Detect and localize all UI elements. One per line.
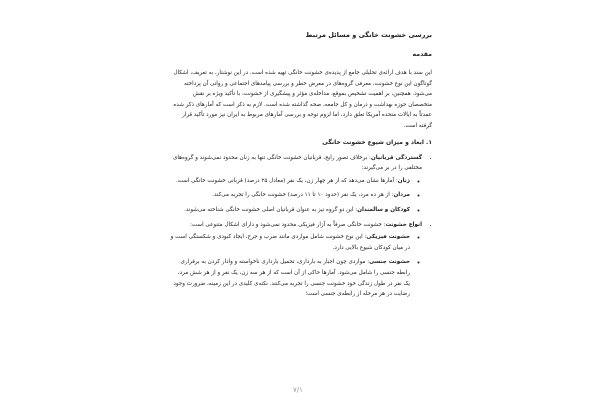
document-title: بررسی خشونت خانگی و مسائل مرتبط [305,31,432,39]
sub-text: : این نوع خشونت شامل مواردی مانند ضرب و جرح، ایجاد کبودی و شکستگی است و در میان کودکان شیوع بالایی دارد. [170,234,410,251]
sublist-item-children-elderly [170,205,410,216]
sub-label: زنان [397,177,410,184]
sublist-item-men [170,190,410,201]
item-text: : خشونت خانگی صرفاً به آزار فیزیکی محدود نمی‌شود و دارای اشکال متنوعی است: [190,221,386,228]
item-text: : برخلاف تصور رایج، قربانیان خشونت خانگی تنها به زنان محدود نمی‌شوند و گروه‌های مختلفی را در بر می‌گیرند: [173,154,422,172]
sublist-item-sexual [170,257,410,299]
section-1-list [170,153,432,300]
victims-sublist [170,176,422,216]
intro-heading: مقدمه [412,51,432,58]
document-page [170,30,432,304]
sub-label: خشونت فیزیکی [366,234,410,241]
page-number: ۷/۱ [293,386,303,394]
sub-label: مردان [393,192,410,199]
sub-text: : این دو گروه نیز به عنوان قربانیان اصلی خشونت خانگی شناخته می‌شوند. [184,206,358,213]
sub-label: کودکان و سالمندان [357,206,410,213]
sublist-item-women [170,176,410,187]
item-label: گستردگی قربانیان [370,154,422,161]
sublist-item-physical [170,232,410,253]
intro-paragraph: این سند با هدف ارائه‌ی تحلیلی جامع از پدیده‌ی خشونت خانگی تهیه شده است. در این نوشتار، به تعریف، اشکال گوناگون این نوع خشونت، معرفی گروه‌های در معرض خطر و بررسی پیامدهای اجتماعی و روانی آن پرداخته می‌شود. همچنین، بر اهمیت تشخیص بموقع، مداخله‌ی مؤثر و پیشگیری از خشونت، با تأکید ویژه بر نقش متخصصان حوزه بهداشت و درمان و کل جامعه، صحه گذاشته شده است. لازم به ذکر است که آمارهای ذکر شده عمدتاً به ایالات متحده آمریکا تعلق دارد، اما لزوم توجه و بررسی آمارهای مربوط به ایران نیز مورد تأکید قرار گرفته است. [173,70,432,129]
sub-text: : مواردی چون اجبار به بارداری، تحمیل بارداری ناخواسته و وادار کردن به برقراری رابطه جنسی را شامل می‌شود. آمارها حاکی از آن است که از هر سه زن، یک نفر و از هر شش مرد، یک نفر در طول زندگی خود خشونت جنسی را تجربه می‌کنند. نکته‌ی کلیدی در این زمینه، ضرورت وجود رضایت در هر مرحله از رابطه‌ی جنسی است؛ [173,259,410,298]
sub-text: : آمارها نشان می‌دهد که از هر چهار زن، یک نفر (معادل ۲۵ درصد) قربانی خشونت خانگی است. [175,177,398,184]
list-item-violence-types [170,220,422,300]
sub-text: : از هر ده مرد، یک نفر (حدود ۱۰ تا ۱۱ درصد) خشونت خانگی را تجربه می‌کند. [212,192,394,199]
item-label: انواع خشونت [385,221,422,228]
section-1-heading: ۱. ابعاد و میزان شیوع خشونت خانگی [322,138,432,146]
sub-label: خشونت جنسی [369,259,410,266]
list-item-victims [170,153,422,216]
types-sublist [170,232,422,300]
